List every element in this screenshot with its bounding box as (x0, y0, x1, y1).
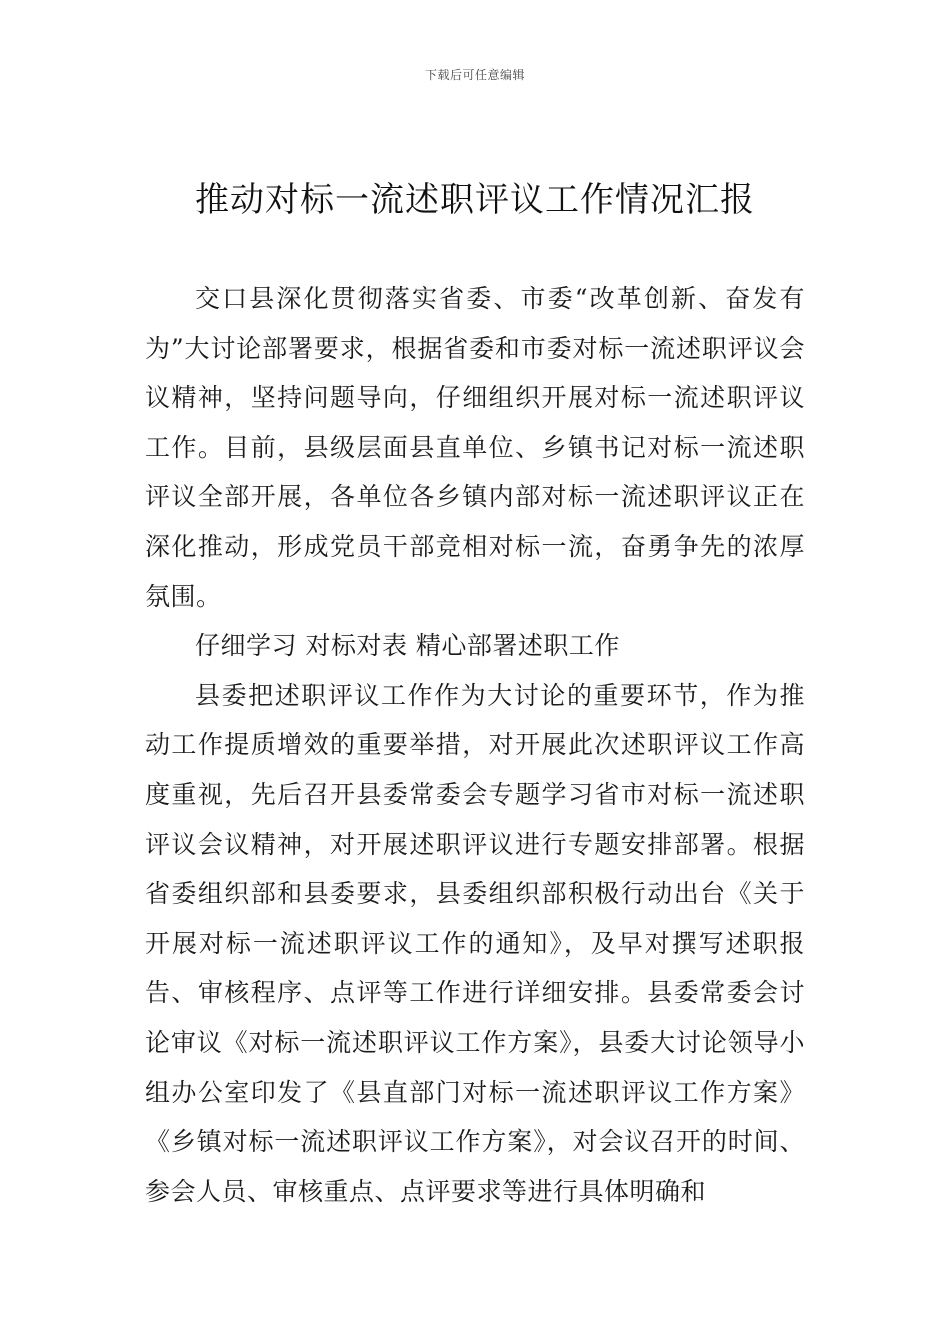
section-heading: 仔细学习 对标对表 精心部署述职工作 (195, 631, 620, 661)
document-body (145, 274, 805, 1216)
paragraph-section-body: 县委把述职评议工作作为大讨论的重要环节，作为推动工作提质增效的重要举措，对开展此次述职评议工作高度重视，先后召开县委常委会专题学习省市对标一流述职评议会议精神，对开展述职评议进行专题安排部署。根据省委组织部和县委要求，县委组织部积极行动出台《关于开展对标一流述职评议工作的通知》，及早对撰写述职报告、审核程序、点评等工作进行详细安排。县委常委会讨论审议《对标一流述职评议工作方案》，县委大讨论领导小组办公室印发了《县直部门对标一流述职评议工作方案》《乡镇对标一流述职评议工作方案》，对会议召开的时间、参会人员、审核重点、点评要求等进行具体明确和 (145, 680, 805, 1206)
document-title: 推动对标一流述职评议工作情况汇报 (195, 180, 755, 220)
header-note: 下载后可任意编辑 (424, 68, 525, 82)
paragraph-intro: 交口县深化贯彻落实省委、市委“改革创新、奋发有为”大讨论部署要求，根据省委和市委对标一流述职评议会议精神，坚持问题导向，仔细组织开展对标一流述职评议工作。目前，县级层面县直单位、乡镇书记对标一流述职评议全部开展，各单位各乡镇内部对标一流述职评议正在深化推动，形成党员干部竞相对标一流，奋勇争先的浓厚氛围。 (145, 284, 805, 611)
